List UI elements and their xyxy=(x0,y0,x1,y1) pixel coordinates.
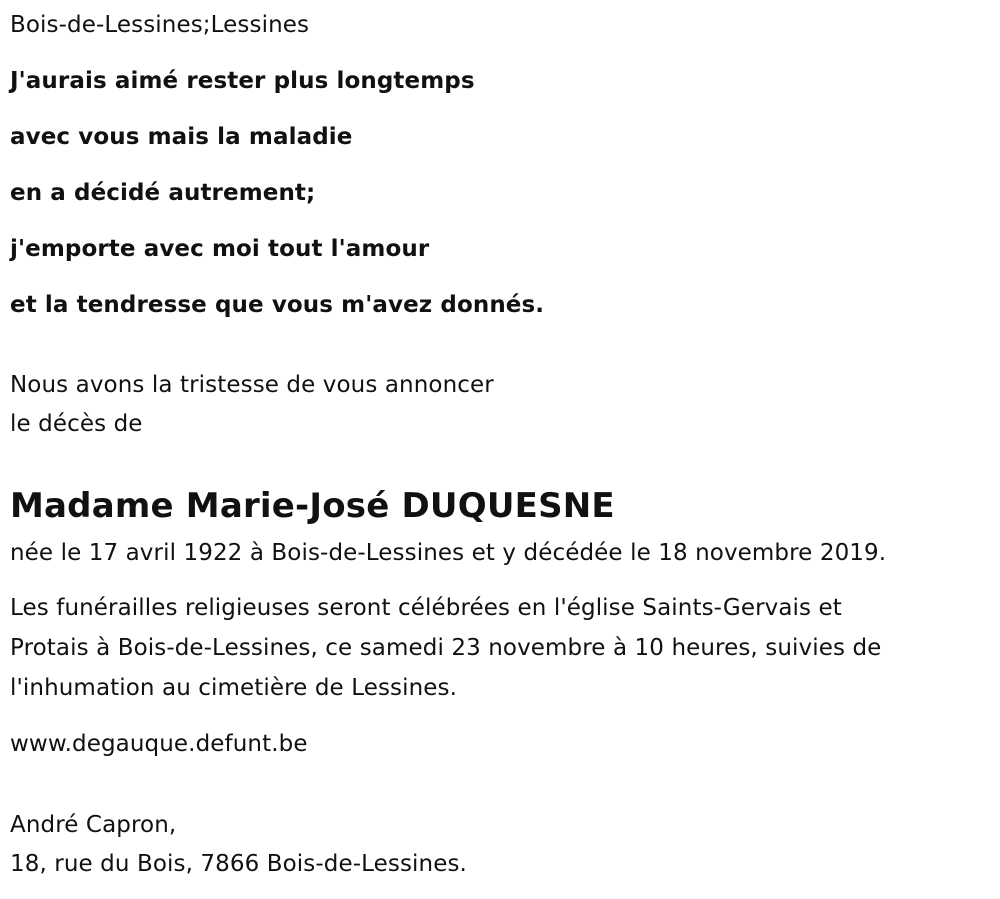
deceased-name: Madame Marie-José DUQUESNE xyxy=(10,486,615,526)
funeral-line-1: Les funérailles religieuses seront célébrées en l'église Saints-Gervais et xyxy=(10,595,842,621)
poem-line-5: et la tendresse que vous m'avez donnés. xyxy=(10,292,545,318)
funeral-line-3: l'inhumation au cimetière de Lessines. xyxy=(10,675,458,701)
funeral-line-2: Protais à Bois-de-Lessines, ce samedi 23 novembre à 10 heures, suivies de xyxy=(10,635,882,661)
poem-line-2: avec vous mais la maladie xyxy=(10,124,353,150)
website-link[interactable]: www.degauque.defunt.be xyxy=(10,731,308,757)
announcement-line-2: le décès de xyxy=(10,411,143,437)
contact-name: André Capron, xyxy=(10,812,177,838)
location-line: Bois-de-Lessines;Lessines xyxy=(10,12,310,38)
contact-address: 18, rue du Bois, 7866 Bois-de-Lessines. xyxy=(10,851,467,877)
poem-line-4: j'emporte avec moi tout l'amour xyxy=(10,236,430,262)
poem-line-3: en a décidé autrement; xyxy=(10,180,316,206)
announcement-line-1: Nous avons la tristesse de vous annoncer xyxy=(10,372,494,398)
poem-line-1: J'aurais aimé rester plus longtemps xyxy=(10,68,475,94)
birth-death-line: née le 17 avril 1922 à Bois-de-Lessines et y décédée le 18 novembre 2019. xyxy=(10,540,887,566)
